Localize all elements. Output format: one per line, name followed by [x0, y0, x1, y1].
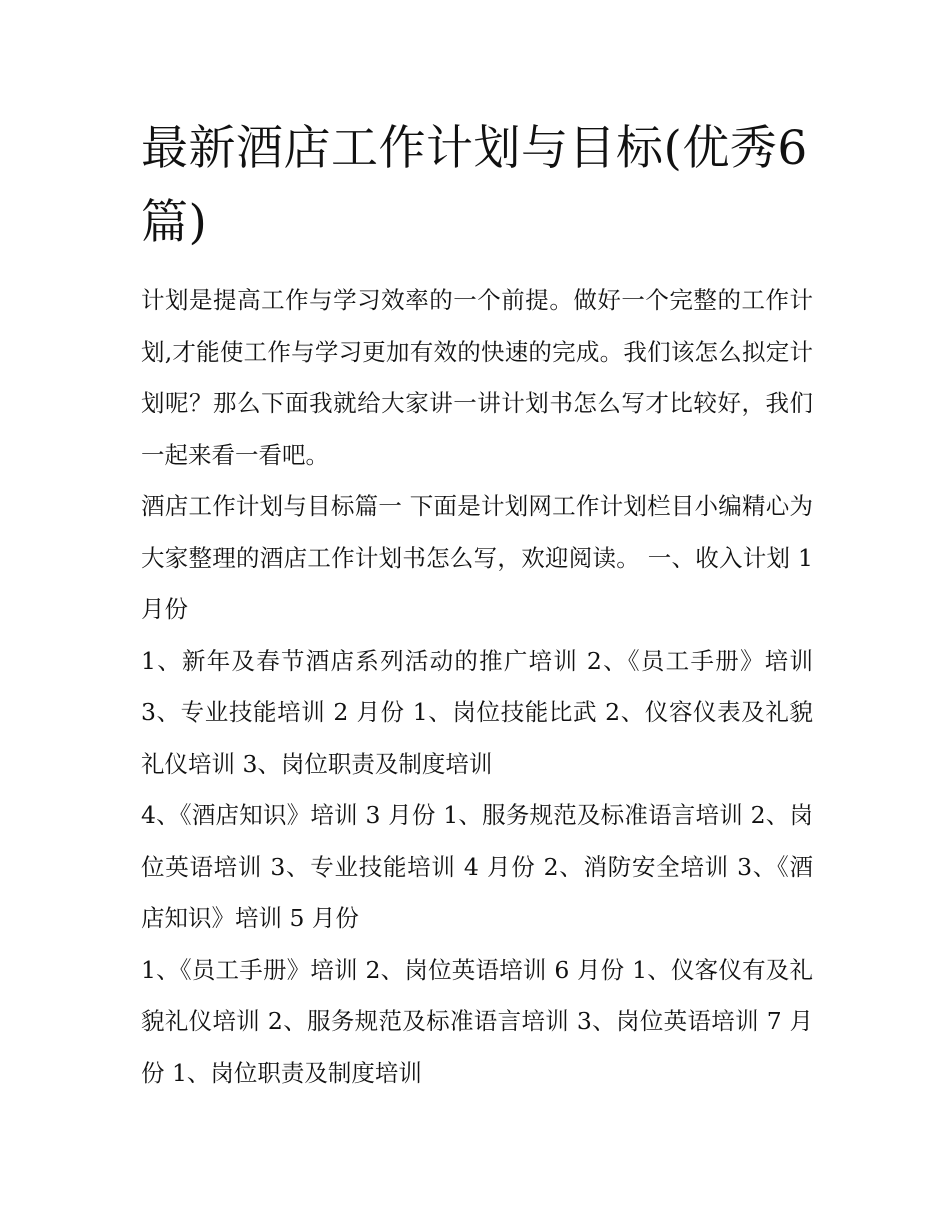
paragraph-training-jan-feb: 1、新年及春节酒店系列活动的推广培训 2、《员工手册》培训 3、专业技能培训 2 月份 1、岗位技能比武 2、仪容仪表及礼貌礼仪培训 3、岗位职责及制度培训 — [141, 646, 813, 778]
paragraph-training-mar-may: 4、《酒店知识》培训 3 月份 1、服务规范及标准语言培训 2、岗位英语培训 3、专业技能培训 4 月份 2、消防安全培训 3、《酒店知识》培训 5 月份 — [141, 801, 813, 932]
document-title: 最新酒店工作计划与目标(优秀6篇) — [141, 121, 808, 250]
document-page — [141, 112, 813, 1099]
paragraph-training-may-jul: 1、《员工手册》培训 2、岗位英语培训 6 月份 1、仪客仪有及礼貌礼仪培训 2、服务规范及标准语言培训 3、岗位英语培训 7 月份 1、岗位职责及制度培训 — [141, 955, 813, 1087]
paragraph-section-one: 酒店工作计划与目标篇一 下面是计划网工作计划栏目小编精心为大家整理的酒店工作计划书怎么写，欢迎阅读。 一、收入计划 1 月份 — [141, 492, 813, 623]
paragraph-intro: 计划是提高工作与学习效率的一个前提。做好一个完整的工作计划,才能使工作与学习更加有效的快速的完成。我们该怎么拟定计划呢？那么下面我就给大家讲一讲计划书怎么写才比较好，我们一起来看一看吧。 — [141, 286, 813, 469]
